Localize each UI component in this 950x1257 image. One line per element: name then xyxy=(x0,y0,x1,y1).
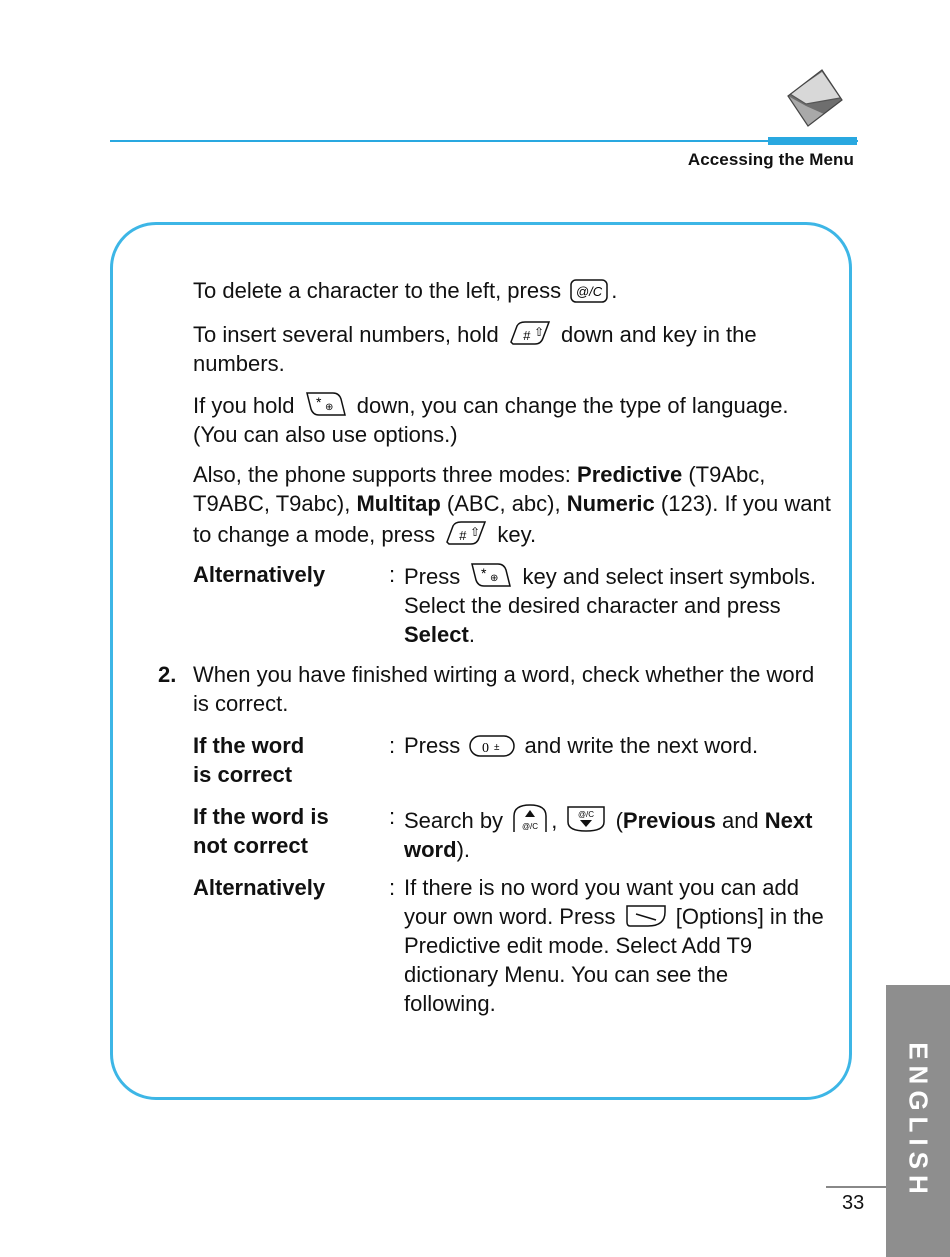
alternatively-term: Alternatively xyxy=(193,875,326,900)
step-2-text: When you have finished wirting a word, check whether the word is correct. xyxy=(193,662,815,716)
section-title: Accessing the Menu xyxy=(687,150,854,169)
language-label: ENGLISH xyxy=(903,1042,934,1200)
word-not-correct-definition: Search by @/C , @/C (Previous and Next word). xyxy=(404,802,824,864)
alternatively-term: Alternatively xyxy=(193,562,326,587)
modes-paragraph: Also, the phone supports three modes: Predictive (T9Abc, T9ABC, T9abc), Multitap (ABC, abc), Numeric (123). If you want to change a mode, press # ⇧ key. xyxy=(193,462,831,547)
colon: : xyxy=(389,733,396,758)
delete-char-paragraph: To delete a character to the left, press @/C . xyxy=(193,278,618,303)
down-nav-key-icon xyxy=(565,804,607,834)
alternatively-definition: If there is no word you want you can add your own word. Press [Options] in the Predictive edit mode. Select Add T9 dictionary Menu. You can see the following. xyxy=(404,875,824,1016)
svg-text:@/C: @/C xyxy=(576,284,603,299)
zero-key-icon xyxy=(468,733,516,759)
up-nav-key-icon xyxy=(511,802,549,834)
svg-text:⊕: ⊕ xyxy=(324,402,334,413)
svg-text:@/C: @/C xyxy=(522,822,539,831)
left-soft-key-icon xyxy=(624,902,668,930)
colon: : xyxy=(389,875,396,900)
svg-text:0: 0 xyxy=(482,741,490,756)
word-correct-definition: Press 0 ± and write the next word. xyxy=(404,733,759,758)
hash-key-icon xyxy=(443,518,489,548)
page-number: 33 xyxy=(842,1192,865,1214)
star-key-icon xyxy=(303,389,349,419)
word-not-correct-term: If the word is not correct xyxy=(193,804,329,858)
envelope-icon xyxy=(784,66,844,134)
header-rule xyxy=(110,140,858,142)
word-correct-term: If the word is correct xyxy=(193,733,305,787)
svg-text:±: ± xyxy=(494,742,500,753)
change-language-paragraph: If you hold * ⊕ down, you can change the type of language. (You can also use options.) xyxy=(193,389,833,449)
svg-text:#: # xyxy=(459,528,467,543)
star-key-icon xyxy=(468,560,514,590)
header-rule-tab xyxy=(768,137,857,145)
colon: : xyxy=(389,804,396,829)
language-side-tab xyxy=(886,985,950,1257)
page-number-rule xyxy=(826,1186,886,1188)
svg-text:*: * xyxy=(315,394,322,410)
svg-text:⇧: ⇧ xyxy=(533,325,544,339)
svg-text:*: * xyxy=(481,565,487,581)
clear-key-icon xyxy=(569,278,609,304)
alternatively-definition: Press * ⊕ key and select insert symbols. Select the desired character and press Select. xyxy=(404,560,824,649)
colon: : xyxy=(389,562,396,587)
svg-text:⇧: ⇧ xyxy=(470,525,481,539)
svg-text:⊕: ⊕ xyxy=(490,573,499,584)
hash-key-icon xyxy=(507,318,553,348)
insert-numbers-paragraph: To insert several numbers, hold # ⇧ down and key in the numbers. xyxy=(193,318,833,378)
svg-text:@/C: @/C xyxy=(578,810,595,819)
svg-text:#: # xyxy=(522,328,531,343)
step-number: 2. xyxy=(158,662,177,687)
